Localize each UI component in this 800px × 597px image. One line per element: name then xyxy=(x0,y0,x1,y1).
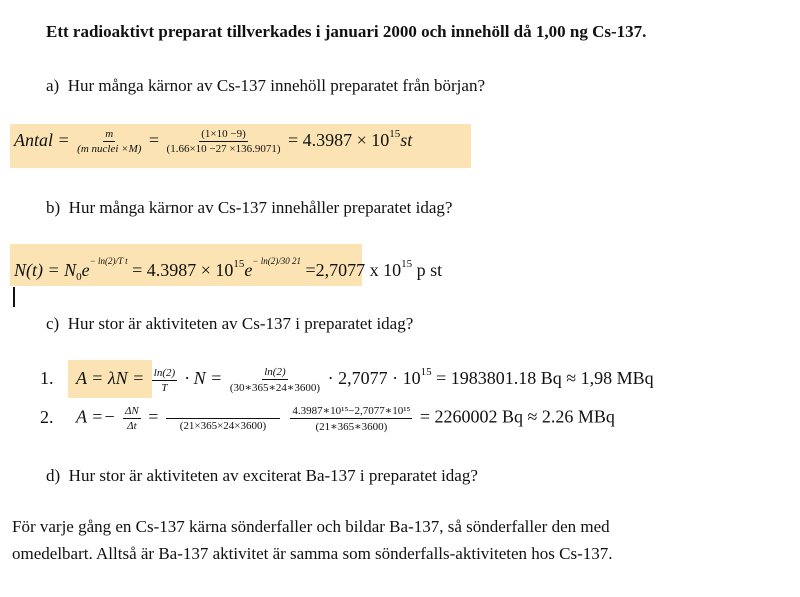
eq-c2-f3-num: 4.3987∗10¹⁵−2,7077∗10¹⁵ xyxy=(292,405,411,417)
eq-a-fraction-1 xyxy=(77,128,141,155)
eq-c2-label: 2. xyxy=(40,406,54,427)
eq-a-f1-num: m xyxy=(105,128,114,141)
eq-c1-fraction-1 xyxy=(152,367,177,394)
eq-b-result-exp: 15 xyxy=(401,258,413,270)
question-c: c) Hur stor är aktiviteten av Cs-137 i preparatet idag? xyxy=(46,314,414,333)
question-a: a) Hur många kärnor av Cs-137 innehöll preparatet från början? xyxy=(46,76,485,95)
equation-b xyxy=(14,256,442,283)
eq-b-e2: e xyxy=(244,260,253,280)
eq-c1-f1-den: T xyxy=(161,381,168,394)
eq-b-e1: e xyxy=(81,260,90,280)
eq-b-exp2: − ln(2)/30 21 xyxy=(252,256,301,266)
eq-c1-result: = 1983801.18 Bq ≈ 1,98 MBq xyxy=(431,368,654,389)
question-d: d) Hur stor är aktiviteten av exciterat Ba-137 i preparatet idag? xyxy=(46,466,478,485)
eq-a-result: = 4.3987 × 10 xyxy=(287,130,390,150)
eq-a-result-exp: 15 xyxy=(389,128,401,140)
eq-c2-f3-den: (21∗365∗3600) xyxy=(315,421,388,433)
eq-c2-f1-den: Δt xyxy=(127,420,137,432)
eq-c1-tail: · 2,7077 · 10 xyxy=(327,368,421,389)
eq-b-sub0: 0 xyxy=(76,271,82,283)
eq-c1-lhs: A = λN = xyxy=(76,368,145,389)
eq-b-exp1: − ln(2)/T t xyxy=(89,256,128,266)
eq-c2-f1-num: ΔN xyxy=(124,405,139,417)
eq-a-equals: = xyxy=(148,130,160,150)
eq-c1-f1-num: ln(2) xyxy=(153,366,176,379)
eq-b-lhs: N(t) = N xyxy=(14,260,77,280)
question-b: b) Hur många kärnor av Cs-137 innehåller preparatet idag? xyxy=(46,198,453,217)
equation-c2 xyxy=(40,404,615,433)
eq-c2-lhs: A =− xyxy=(76,406,116,427)
equation-a xyxy=(14,128,412,155)
answer-paragraph-line-1: För varje gång en Cs-137 kärna sönderfaller och bildar Ba-137, så sönderfaller den med xyxy=(12,517,610,536)
eq-c2-fraction-2 xyxy=(166,405,280,432)
eq-b-mid: = 4.3987 × 10 xyxy=(132,260,234,280)
eq-b-result: =2,7077 x 10 xyxy=(305,260,402,280)
equation-c1 xyxy=(40,366,654,394)
eq-a-f2-num: (1×10 −9) xyxy=(201,128,246,141)
eq-b-unit: p st xyxy=(412,260,443,280)
eq-c2-fraction-1 xyxy=(123,405,141,432)
eq-c2-fraction-3 xyxy=(290,404,412,433)
eq-c1-f2-den: (30∗365∗24∗3600) xyxy=(229,382,321,394)
answer-paragraph-line-2: omedelbart. Alltså är Ba-137 aktivitet är samma som sönderfalls-aktiviteten hos Cs-137. xyxy=(12,544,613,563)
eq-c1-fraction-2 xyxy=(230,366,320,394)
eq-a-fraction-2 xyxy=(167,128,281,155)
eq-c1-mid: · N = xyxy=(184,368,223,389)
eq-a-lhs: Antal = xyxy=(14,130,70,150)
eq-c2-f2-num xyxy=(166,405,280,419)
eq-a-f2-den: (1.66×10 −27 ×136.9071) xyxy=(166,143,281,156)
eq-c2-result: = 2260002 Bq ≈ 2.26 MBq xyxy=(419,406,615,427)
eq-b-mid-exp: 15 xyxy=(233,258,245,270)
eq-c2-f2-den: (21×365×24×3600) xyxy=(179,420,267,432)
eq-c1-tail-exp: 15 xyxy=(420,366,432,379)
text-cursor xyxy=(13,287,15,307)
eq-a-unit: st xyxy=(400,130,413,150)
eq-c1-label: 1. xyxy=(40,368,54,389)
page-title: Ett radioaktivt preparat tillverkades i januari 2000 och innehöll då 1,00 ng Cs-137. xyxy=(46,22,647,41)
eq-a-f1-den: (m nuclei ×M) xyxy=(77,143,142,156)
eq-c2-equals: = xyxy=(148,406,159,427)
eq-c1-f2-num: ln(2) xyxy=(264,366,286,378)
